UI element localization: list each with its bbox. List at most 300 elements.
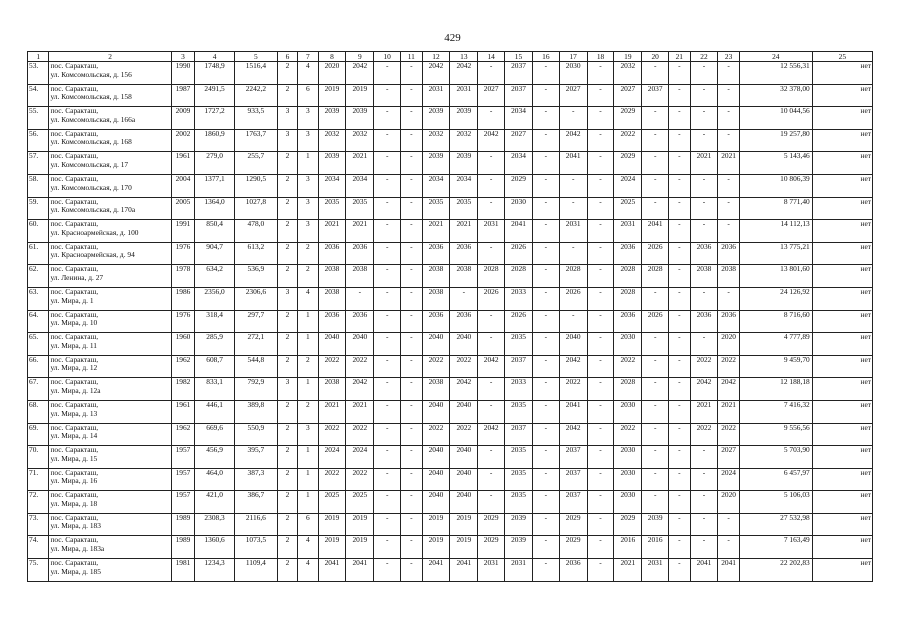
row-number-cell: 58. bbox=[28, 174, 49, 197]
address-cell bbox=[49, 468, 171, 491]
value-cell: 2306,6 bbox=[234, 287, 277, 310]
column-number-24: 24 bbox=[739, 52, 812, 62]
value-cell: 2042 bbox=[478, 423, 505, 446]
value-cell: 2036 bbox=[559, 559, 587, 582]
value-cell: - bbox=[669, 355, 690, 378]
value-cell: 2030 bbox=[614, 446, 642, 469]
value-cell: - bbox=[532, 559, 559, 582]
value-cell: 2028 bbox=[478, 265, 505, 288]
value-cell: - bbox=[587, 174, 614, 197]
row-number-cell: 53. bbox=[28, 62, 49, 85]
value-cell: 2041 bbox=[422, 559, 450, 582]
address-cell bbox=[49, 287, 171, 310]
value-cell: 2 bbox=[277, 310, 297, 333]
value-cell: 1860,9 bbox=[195, 129, 235, 152]
value-cell: 2021 bbox=[690, 152, 718, 175]
value-cell: 2036 bbox=[318, 310, 346, 333]
address-settlement: пос. Саракташ, bbox=[50, 332, 99, 342]
value-cell: - bbox=[587, 152, 614, 175]
value-cell: 3 bbox=[277, 129, 297, 152]
address-cell bbox=[49, 513, 171, 536]
value-cell: 2021 bbox=[718, 152, 739, 175]
value-cell: - bbox=[374, 84, 401, 107]
value-cell: - bbox=[401, 242, 422, 265]
value-cell: 1073,5 bbox=[234, 536, 277, 559]
address-street: ул. Мира, д. 16 bbox=[50, 476, 98, 486]
value-cell: 2025 bbox=[346, 491, 374, 514]
value-cell: 285,9 bbox=[195, 333, 235, 356]
value-cell: 2 bbox=[298, 400, 318, 423]
value-cell: - bbox=[642, 197, 669, 220]
value-cell: 2029 bbox=[478, 536, 505, 559]
value-cell: 421,0 bbox=[195, 491, 235, 514]
value-cell: - bbox=[669, 287, 690, 310]
value-cell: 2 bbox=[298, 355, 318, 378]
value-cell: - bbox=[690, 333, 718, 356]
value-cell: 2021 bbox=[450, 220, 478, 243]
value-cell: 1991 bbox=[171, 220, 195, 243]
value-cell: - bbox=[587, 197, 614, 220]
value-cell: - bbox=[669, 446, 690, 469]
address-street: ул. Красноармейская, д. 100 bbox=[50, 227, 139, 237]
status-cell: нет bbox=[812, 468, 872, 491]
value-cell: 2039 bbox=[318, 152, 346, 175]
value-cell: - bbox=[532, 513, 559, 536]
table-row bbox=[28, 287, 873, 310]
value-cell: 2 bbox=[277, 491, 297, 514]
row-number-cell: 54. bbox=[28, 84, 49, 107]
value-cell: - bbox=[718, 84, 739, 107]
value-cell: - bbox=[401, 468, 422, 491]
value-cell: 2030 bbox=[614, 491, 642, 514]
value-cell: - bbox=[690, 129, 718, 152]
value-cell: - bbox=[401, 559, 422, 582]
cost-cell: 7 416,32 bbox=[739, 400, 812, 423]
value-cell: - bbox=[718, 536, 739, 559]
value-cell: - bbox=[532, 355, 559, 378]
value-cell: 2019 bbox=[318, 84, 346, 107]
value-cell: 1976 bbox=[171, 242, 195, 265]
value-cell: 2002 bbox=[171, 129, 195, 152]
value-cell: - bbox=[532, 129, 559, 152]
value-cell: 464,0 bbox=[195, 468, 235, 491]
column-number-17: 17 bbox=[559, 52, 587, 62]
address-street: ул. Комсомольская, д. 156 bbox=[50, 69, 132, 79]
value-cell: - bbox=[374, 513, 401, 536]
value-cell: - bbox=[374, 491, 401, 514]
value-cell: 2029 bbox=[614, 107, 642, 130]
address-cell bbox=[49, 423, 171, 446]
value-cell: 2038 bbox=[318, 378, 346, 401]
column-number-6: 6 bbox=[277, 52, 297, 62]
value-cell: 2021 bbox=[422, 220, 450, 243]
value-cell: - bbox=[401, 265, 422, 288]
table-row bbox=[28, 84, 873, 107]
value-cell: 2022 bbox=[450, 423, 478, 446]
status-cell: нет bbox=[812, 107, 872, 130]
row-number-cell: 64. bbox=[28, 310, 49, 333]
address-cell bbox=[49, 174, 171, 197]
value-cell: 2042 bbox=[559, 129, 587, 152]
value-cell: - bbox=[669, 129, 690, 152]
address-cell bbox=[49, 242, 171, 265]
value-cell: - bbox=[587, 491, 614, 514]
value-cell: 2037 bbox=[505, 423, 533, 446]
value-cell: 544,8 bbox=[234, 355, 277, 378]
column-number-10: 10 bbox=[374, 52, 401, 62]
address-cell bbox=[49, 107, 171, 130]
cost-cell: 19 257,80 bbox=[739, 129, 812, 152]
row-number-cell: 73. bbox=[28, 513, 49, 536]
value-cell: - bbox=[669, 423, 690, 446]
value-cell: 1516,4 bbox=[234, 62, 277, 85]
value-cell: 2037 bbox=[559, 468, 587, 491]
value-cell: 272,1 bbox=[234, 333, 277, 356]
cost-cell: 10 044,56 bbox=[739, 107, 812, 130]
cost-cell: 8 716,60 bbox=[739, 310, 812, 333]
status-cell: нет bbox=[812, 84, 872, 107]
value-cell: - bbox=[401, 84, 422, 107]
value-cell: 2 bbox=[277, 536, 297, 559]
value-cell: 2040 bbox=[318, 333, 346, 356]
value-cell: - bbox=[642, 152, 669, 175]
value-cell: - bbox=[374, 423, 401, 446]
table-row bbox=[28, 265, 873, 288]
value-cell: 2031 bbox=[559, 220, 587, 243]
value-cell: 2032 bbox=[614, 62, 642, 85]
value-cell: - bbox=[690, 197, 718, 220]
value-cell: 2036 bbox=[690, 310, 718, 333]
value-cell: 2 bbox=[277, 152, 297, 175]
value-cell: - bbox=[642, 129, 669, 152]
value-cell: - bbox=[690, 491, 718, 514]
row-number-cell: 55. bbox=[28, 107, 49, 130]
value-cell: 2037 bbox=[559, 491, 587, 514]
status-cell: нет bbox=[812, 378, 872, 401]
value-cell: - bbox=[587, 129, 614, 152]
cost-cell: 12 556,31 bbox=[739, 62, 812, 85]
address-cell bbox=[49, 333, 171, 356]
value-cell: - bbox=[587, 513, 614, 536]
address-settlement: пос. Саракташ, bbox=[50, 535, 99, 545]
value-cell: - bbox=[401, 129, 422, 152]
value-cell: 1727,2 bbox=[195, 107, 235, 130]
value-cell: 2029 bbox=[614, 152, 642, 175]
value-cell: 2 bbox=[277, 333, 297, 356]
value-cell: 2030 bbox=[614, 333, 642, 356]
value-cell: 2016 bbox=[642, 536, 669, 559]
value-cell: 2035 bbox=[346, 197, 374, 220]
value-cell: 2037 bbox=[505, 84, 533, 107]
value-cell: 2037 bbox=[642, 84, 669, 107]
value-cell: 2022 bbox=[318, 423, 346, 446]
value-cell: - bbox=[532, 197, 559, 220]
status-cell: нет bbox=[812, 62, 872, 85]
value-cell: - bbox=[532, 242, 559, 265]
value-cell: 2026 bbox=[642, 310, 669, 333]
value-cell: - bbox=[374, 333, 401, 356]
address-settlement: пос. Саракташ, bbox=[50, 400, 99, 409]
value-cell: 2022 bbox=[614, 129, 642, 152]
table-row bbox=[28, 536, 873, 559]
value-cell: 1360,6 bbox=[195, 536, 235, 559]
value-cell: 2039 bbox=[346, 107, 374, 130]
cost-cell: 9 459,70 bbox=[739, 355, 812, 378]
address-cell bbox=[49, 400, 171, 423]
value-cell: - bbox=[401, 310, 422, 333]
value-cell: 1961 bbox=[171, 400, 195, 423]
row-number-cell: 66. bbox=[28, 355, 49, 378]
value-cell: 456,9 bbox=[195, 446, 235, 469]
value-cell: 2 bbox=[277, 468, 297, 491]
address-cell bbox=[49, 378, 171, 401]
value-cell: - bbox=[532, 400, 559, 423]
table-row bbox=[28, 220, 873, 243]
value-cell: - bbox=[642, 468, 669, 491]
cost-cell: 5 703,90 bbox=[739, 446, 812, 469]
column-number-16: 16 bbox=[532, 52, 559, 62]
value-cell: - bbox=[690, 536, 718, 559]
value-cell: 2041 bbox=[450, 559, 478, 582]
value-cell: 1976 bbox=[171, 310, 195, 333]
value-cell: 446,1 bbox=[195, 400, 235, 423]
value-cell: 2028 bbox=[614, 378, 642, 401]
value-cell: 2026 bbox=[478, 287, 505, 310]
value-cell: 2039 bbox=[422, 107, 450, 130]
value-cell: 1 bbox=[298, 310, 318, 333]
value-cell: 1377,1 bbox=[195, 174, 235, 197]
address-cell bbox=[49, 310, 171, 333]
value-cell: 2491,5 bbox=[195, 84, 235, 107]
value-cell: 2 bbox=[277, 220, 297, 243]
value-cell: 2041 bbox=[642, 220, 669, 243]
table-row bbox=[28, 491, 873, 514]
value-cell: 2034 bbox=[505, 107, 533, 130]
column-number-7: 7 bbox=[298, 52, 318, 62]
cost-cell: 5 143,46 bbox=[739, 152, 812, 175]
address-street: ул. Комсомольская, д. 168 bbox=[50, 137, 132, 147]
column-number-12: 12 bbox=[422, 52, 450, 62]
value-cell: 2039 bbox=[450, 152, 478, 175]
value-cell: - bbox=[401, 152, 422, 175]
value-cell: 2356,0 bbox=[195, 287, 235, 310]
value-cell: - bbox=[690, 220, 718, 243]
value-cell: - bbox=[587, 559, 614, 582]
address-street: ул. Мира, д. 183а bbox=[50, 544, 105, 554]
value-cell: - bbox=[642, 446, 669, 469]
row-number-cell: 72. bbox=[28, 491, 49, 514]
value-cell: - bbox=[532, 536, 559, 559]
value-cell: 2021 bbox=[318, 220, 346, 243]
row-number-cell: 68. bbox=[28, 400, 49, 423]
value-cell: - bbox=[374, 287, 401, 310]
value-cell: - bbox=[587, 242, 614, 265]
address-settlement: пос. Саракташ, bbox=[50, 242, 99, 251]
value-cell: 2036 bbox=[346, 310, 374, 333]
value-cell: 608,7 bbox=[195, 355, 235, 378]
value-cell: - bbox=[401, 400, 422, 423]
table-row bbox=[28, 355, 873, 378]
value-cell: 1 bbox=[298, 468, 318, 491]
value-cell: 2036 bbox=[450, 242, 478, 265]
value-cell: 2035 bbox=[450, 197, 478, 220]
value-cell: - bbox=[532, 84, 559, 107]
value-cell: 2036 bbox=[422, 242, 450, 265]
value-cell: 1961 bbox=[171, 152, 195, 175]
value-cell: 2038 bbox=[422, 287, 450, 310]
address-cell bbox=[49, 559, 171, 582]
value-cell: 2021 bbox=[614, 559, 642, 582]
value-cell: 2 bbox=[298, 265, 318, 288]
value-cell: - bbox=[346, 287, 374, 310]
value-cell: - bbox=[478, 400, 505, 423]
address-street: ул. Комсомольская, д. 170а bbox=[50, 205, 136, 215]
value-cell: 634,2 bbox=[195, 265, 235, 288]
value-cell: - bbox=[690, 62, 718, 85]
value-cell: 1989 bbox=[171, 536, 195, 559]
column-number-11: 11 bbox=[401, 52, 422, 62]
value-cell: - bbox=[559, 242, 587, 265]
address-cell bbox=[49, 355, 171, 378]
value-cell: 2033 bbox=[505, 287, 533, 310]
value-cell: 2 bbox=[277, 400, 297, 423]
value-cell: 2028 bbox=[614, 287, 642, 310]
row-number-cell: 71. bbox=[28, 468, 49, 491]
row-number-cell: 57. bbox=[28, 152, 49, 175]
value-cell: - bbox=[587, 446, 614, 469]
value-cell: - bbox=[374, 446, 401, 469]
value-cell: 2041 bbox=[690, 559, 718, 582]
value-cell: - bbox=[669, 242, 690, 265]
value-cell: 318,4 bbox=[195, 310, 235, 333]
value-cell: - bbox=[587, 468, 614, 491]
value-cell: 2028 bbox=[642, 265, 669, 288]
value-cell: 1957 bbox=[171, 468, 195, 491]
value-cell: 2042 bbox=[478, 355, 505, 378]
row-number-cell: 62. bbox=[28, 265, 49, 288]
value-cell: - bbox=[690, 174, 718, 197]
value-cell: - bbox=[690, 468, 718, 491]
value-cell: 1957 bbox=[171, 491, 195, 514]
table-row bbox=[28, 310, 873, 333]
value-cell: 1 bbox=[298, 446, 318, 469]
value-cell: 2022 bbox=[718, 355, 739, 378]
cost-cell: 7 163,49 bbox=[739, 536, 812, 559]
value-cell: 2022 bbox=[614, 355, 642, 378]
cost-cell: 10 806,39 bbox=[739, 174, 812, 197]
status-cell: нет bbox=[812, 129, 872, 152]
value-cell: 2 bbox=[277, 513, 297, 536]
value-cell: - bbox=[401, 491, 422, 514]
value-cell: 2025 bbox=[614, 197, 642, 220]
address-settlement: пос. Саракташ, bbox=[50, 558, 99, 568]
value-cell: 2034 bbox=[450, 174, 478, 197]
address-settlement: пос. Саракташ, bbox=[50, 219, 99, 229]
value-cell: 2022 bbox=[346, 355, 374, 378]
value-cell: 2035 bbox=[505, 491, 533, 514]
table-row bbox=[28, 197, 873, 220]
column-number-row bbox=[28, 52, 873, 62]
address-cell bbox=[49, 152, 171, 175]
table-row bbox=[28, 446, 873, 469]
value-cell: 1 bbox=[298, 152, 318, 175]
value-cell: - bbox=[374, 174, 401, 197]
value-cell: - bbox=[587, 220, 614, 243]
value-cell: 2042 bbox=[422, 62, 450, 85]
value-cell: - bbox=[690, 287, 718, 310]
status-cell: нет bbox=[812, 310, 872, 333]
value-cell: 2019 bbox=[346, 513, 374, 536]
status-cell: нет bbox=[812, 559, 872, 582]
row-number-cell: 65. bbox=[28, 333, 49, 356]
cost-cell: 22 202,83 bbox=[739, 559, 812, 582]
value-cell: - bbox=[642, 62, 669, 85]
value-cell: - bbox=[478, 378, 505, 401]
value-cell: - bbox=[532, 446, 559, 469]
value-cell: - bbox=[642, 400, 669, 423]
table-row bbox=[28, 174, 873, 197]
value-cell: 6 bbox=[298, 513, 318, 536]
table-row bbox=[28, 423, 873, 446]
value-cell: - bbox=[718, 107, 739, 130]
value-cell: 2040 bbox=[450, 446, 478, 469]
value-cell: 2038 bbox=[318, 265, 346, 288]
value-cell: 1957 bbox=[171, 446, 195, 469]
value-cell: 2033 bbox=[505, 378, 533, 401]
column-number-15: 15 bbox=[505, 52, 533, 62]
value-cell: - bbox=[718, 513, 739, 536]
value-cell: 1990 bbox=[171, 62, 195, 85]
column-number-18: 18 bbox=[587, 52, 614, 62]
address-settlement: пос. Саракташ, bbox=[50, 377, 99, 387]
value-cell: - bbox=[642, 355, 669, 378]
value-cell: 2037 bbox=[505, 355, 533, 378]
value-cell: - bbox=[532, 378, 559, 401]
row-number-cell: 63. bbox=[28, 287, 49, 310]
value-cell: 550,9 bbox=[234, 423, 277, 446]
value-cell: - bbox=[587, 378, 614, 401]
value-cell: - bbox=[401, 446, 422, 469]
value-cell: 1109,4 bbox=[234, 559, 277, 582]
value-cell: 2004 bbox=[171, 174, 195, 197]
value-cell: 2 bbox=[277, 242, 297, 265]
value-cell: 2024 bbox=[346, 446, 374, 469]
value-cell: 2022 bbox=[450, 355, 478, 378]
value-cell: - bbox=[669, 152, 690, 175]
value-cell: - bbox=[532, 310, 559, 333]
value-cell: - bbox=[478, 446, 505, 469]
value-cell: 2035 bbox=[505, 446, 533, 469]
value-cell: 2034 bbox=[346, 174, 374, 197]
value-cell: 2 bbox=[277, 446, 297, 469]
value-cell: 2040 bbox=[450, 468, 478, 491]
table-row bbox=[28, 400, 873, 423]
value-cell: 1748,9 bbox=[195, 62, 235, 85]
value-cell: 2025 bbox=[318, 491, 346, 514]
value-cell: 4 bbox=[298, 559, 318, 582]
value-cell: 2022 bbox=[318, 468, 346, 491]
value-cell: - bbox=[669, 468, 690, 491]
value-cell: - bbox=[669, 174, 690, 197]
column-number-2: 2 bbox=[49, 52, 171, 62]
value-cell: - bbox=[532, 287, 559, 310]
value-cell: 2034 bbox=[318, 174, 346, 197]
value-cell: 2042 bbox=[346, 378, 374, 401]
cost-cell: 32 378,00 bbox=[739, 84, 812, 107]
value-cell: - bbox=[669, 513, 690, 536]
address-settlement: пос. Саракташ, bbox=[50, 84, 99, 93]
address-street: ул. Мира, д. 13 bbox=[50, 408, 98, 418]
